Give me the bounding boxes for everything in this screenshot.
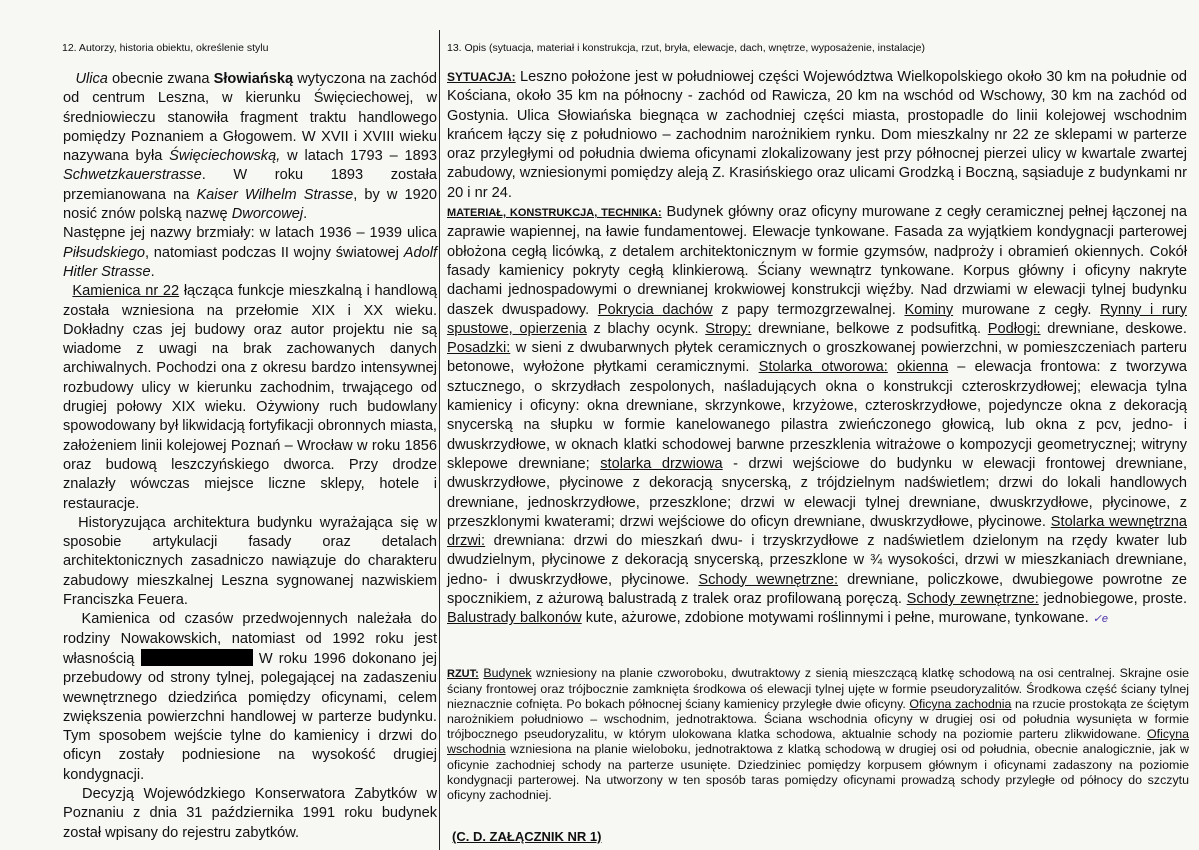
section-label-sytuacja: SYTUACJA: [447, 70, 516, 84]
text-run: wytyczona na zachód od centrum Leszna, w kierunku Święciechowej, w średniowieczu stanowiła fragment traktu handlowego pomiędzy Poznaniem a Głogowem. W XVII i XVIII wieku nazywana była [63, 71, 437, 165]
history-paragraph-6 [63, 785, 437, 843]
text-run: Decyzją Wojewódzkiego Konserwatora Zabytków w Poznaniu z dnia 31 października 1991 roku budynek został wpisany do rejestru zabytków. [63, 785, 437, 841]
text-run: . [150, 263, 155, 280]
text-run: z blachy ocynk. [586, 320, 706, 337]
text-run: Kamienica od czasów przedwojennych należała do rodziny Nowakowskich, natomiast od 1992 roku jest własnością [63, 611, 437, 667]
text-run: łącząca funkcje mieszkalną i handlową została wzniesiona na przełomie XIX i XX wieku. Dokładny czas jej budowy oraz autor projektu nie są wiadome z uwagi na brak zachowanych danych archiwalnych. Pochodzi ona z okresu bardzo intensywnej rozbudowy ulicy w kierunku zachodnim, trwającego od drugiej połowy XIX wieku. Ożywiony ruch budowlany spowodowany był likwidacją fortyfikacji obronnych miasta, założeniem linii kolejowej Poznań – Wrocław w roku 1856 oraz budową leszczyńskiego dworca. Przy drodze znalazły wówczas miejsce liczne sklepy, hotele i restauracje. [63, 283, 438, 512]
text-run: drewniane, deskowe. [1040, 320, 1187, 337]
history-paragraph-4 [63, 514, 437, 610]
text-run: drewniana: drzwi do mieszkań dwu- i trzyskrzydłowe z nadświetlem dzielonym na rzędy kwater lub dwudzielnym, płycinowe z dekoracją snycerską, przeszklone w ¾ wysokości, drzwi w mieszkaniach drewniane, jedno- i dwuskrzydłowe, płycinowe. [447, 533, 1187, 588]
label-stolarka-otworowa: Stolarka otworowa: [758, 359, 888, 376]
text-run: W roku 1996 dokonano jej przebudowy od strony tylnej, polegającej na zadaszeniu wewnętrznego dziedzińca pomiędzy oficynami, celem zwiększenia powierzchni handlowej w parterze budynku. Tym sposobem wejście tylne do kamienicy i drzwi do oficyn zostały podniesione na wysokość drugiej kondygnacji. [63, 650, 437, 783]
text-run: murowane z cegły. [953, 301, 1101, 318]
label-schody-zewnetrzne: Schody zewnętrzne: [906, 591, 1039, 608]
header-right: 13. Opis (sytuacja, materiał i konstrukcja, rzut, bryła, elewacje, dach, wnętrze, wyposażenie, instalacje) [447, 42, 925, 54]
text-hitler-strasse: Adolf Hitler Strasse [63, 244, 437, 280]
history-paragraph-1 [63, 70, 437, 224]
text-run: . W roku 1893 została przemianowana na [63, 167, 437, 203]
right-column [447, 68, 1187, 630]
text-run: drewniane, belkowe z podsufitką. [751, 320, 988, 337]
history-paragraph-5 [63, 610, 437, 785]
text-run: jednobiegowe, proste. [1038, 591, 1187, 608]
label-budynek: Budynek [483, 666, 532, 680]
label-pokrycia: Pokrycia dachów [597, 301, 713, 318]
label-stolarka-drzwiowa: stolarka drzwiowa [600, 455, 723, 472]
text-run: drewniane, policzkowe, dwubiegowe powrotne ze spocznikiem, z ażurową balustradą z tralek oraz profilowaną poręczą. [447, 571, 1187, 608]
label-stropy: Stropy: [705, 320, 752, 337]
redaction-block [141, 649, 253, 666]
text-run: Budynek główny oraz oficyny murowane z cegły ceramicznej pełnej łączonej na zaprawie wapiennej, na ławie fundamentowej. Elewacje tynkowane. Fasada za wyjątkiem kondygnacji parterowej obłożona cegłą licówką, z detalem architektonicznym w formie gzymsów, nadproży i obramień okiennych. Cokół fasady kamienicy pokryty cegłą klinkierową. Ściany wewnątrz tynkowane. Korpus główny i oficyny nakryte dachami jednospadowymi o drewnianej krokwiowej konstrukcji więźby. Nad drzwiami w elewacji tylnej budynku daszek dwuspadowy. [447, 204, 1187, 318]
text-schwetzkauer: Schwetzkauerstrasse [63, 167, 202, 184]
description-material [447, 203, 1187, 630]
text-kamienica-nr22: Kamienica nr 22 [72, 283, 180, 300]
label-posadzki: Posadzki: [447, 340, 511, 357]
text-run: Następne jej nazwy brzmiały: w latach 1936 – 1939 ulica [63, 225, 437, 242]
label-okienna: okienna [897, 359, 949, 376]
text-run: na rzucie prostokąta ze ściętym narożnikiem południowo – wschodnim, jednotraktowa. Ściana wschodnia oficyny w drugiej osi od południa wysunięta w formie trójbocznego pseudoryzalitu, w którym ulokowana klatka schodowa, aktualnie schody na poziomie parteru zlikwidowane. [447, 697, 1189, 742]
text-run: . [303, 206, 308, 223]
text-kaiser: Kaiser Wilhelm Strasse [196, 186, 354, 203]
label-rynny: Rynny i rury spustowe, opierzenia [447, 301, 1187, 337]
description-plan [447, 666, 1189, 803]
text-run: , by w 1920 nosić znów polską nazwę [63, 186, 438, 223]
history-paragraph-3 [63, 282, 437, 514]
section-label-material: MATERIAŁ, KONSTRUKCJA, TECHNIKA: [447, 207, 662, 220]
header-left: 12. Autorzy, historia obiektu, określenie stylu [62, 42, 269, 54]
text-run: - drzwi wejściowe do budynku w elewacji frontowej drewniane, dwuskrzydłowe, płycinowe z dekoracją snycerską, z trójdzielnym nadświetlem; drzwi do lokali handlowych drewniane, jednoskrzydłowe, przeszklone; drzwi w elewacji tylnej drewniane, dwuskrzydłowe, płycinowe, z przeszklonymi kwaterami; drzwi wejściowe do oficyn drewniane, dwuskrzydłowe, płycinowe. [447, 455, 1187, 530]
text-slowianska: Słowiańską [213, 71, 294, 87]
text-ulica: Ulica [75, 71, 108, 87]
column-divider [439, 30, 440, 850]
label-schody-wewnetrzne: Schody wewnętrzne: [698, 571, 839, 588]
label-oficyna-wschodnia: Oficyna wschodnia [447, 727, 1189, 757]
label-balustrady: Balustrady balkonów [447, 610, 582, 627]
text-run: w latach 1793 – 1893 [280, 148, 437, 165]
text-run: , natomiast podczas II wojny światowej [144, 244, 404, 261]
section-label-rzut: RZUT: [447, 668, 479, 680]
text-run: z papy termozgrzewalnej. [712, 301, 905, 318]
text-dworcowej: Dworcowej [231, 206, 304, 223]
text-swieciechowska: Święciechowską, [169, 148, 281, 165]
text-run: obecnie zwana [107, 71, 214, 87]
plan-paragraph [447, 666, 1189, 803]
text-pilsudskiego: Piłsudskiego [63, 244, 145, 261]
text-run: wzniesiona na planie wieloboku, jednotraktowa z klatką schodową w drugiej osi od południa, obecnie analogicznie, jak w oficynie zachodniej schody na parterze usunięte. Dziedziniec pomiędzy korpusem głównym i oficynami zadaszony na poziomie kondygnacji parterowej. Na utworzony w ten sposób taras pomiędzy oficynami prowadzą schody przyległe od północy do szczytu oficyny zachodniej. [447, 742, 1189, 802]
label-podlogi: Podłogi: [987, 320, 1041, 337]
label-stolarka-wewnetrzna: Stolarka wewnętrzna drzwi: [447, 513, 1188, 550]
text-run: w sieni z dwubarwnych płytek ceramicznych o groszkowanej powierzchni, w pomieszczeniach parteru betonowe, wyłożone płytkami ceramicznymi. [447, 340, 1187, 376]
text-run: Historyzująca architektura budynku wyrażająca się w sposobie artykulacji fasady oraz detalach architektonicznych zasadniczo nawiązuje do charakteru zabudowy mieszkalnej Leszna sygnowanej nazwiskiem Franciszka Feuera. [63, 514, 438, 609]
continuation-note: (C. D. ZAŁĄCZNIK NR 1) [452, 829, 602, 844]
text-run: wzniesiony na planie czworoboku, dwutraktowy z sienią mieszczącą klatkę schodową na osi centralnej. Skrajne osie ściany frontowej oraz trójbocznie zamknięta środkowa oś elewacji tylnej ujęte w formie pseudoryzalitów. Środkowa część ściany tylnej nieznacznie cofnięta. Po bokach północnej ściany kamienicy przyległe dwie oficyny. [447, 666, 1189, 712]
label-kominy: Kominy [904, 301, 954, 318]
history-paragraph-2 [63, 224, 437, 282]
text-run: kute, ażurowe, zdobione motywami roślinnymi i pełne, murowane, tynkowane. [581, 610, 1089, 627]
text-run: – elewacja frontowa: z tworzywa sztucznego, o skrzydłach zespolonych, naśladujących okna o konstrukcji czteroskrzydłowej; elewacja tylna kamienicy i oficyny: okna drewniane, skrzynkowe, krzyżowe, czteroskrzydłowe, pojedyncze okna z dekoracją snycerską na słupku w formie kanelowanego pilastra zwieńczonego głowicą, lub okna z pcv, jedno- i dwuskrzydłowe, w oknach klatki schodowej barwne przeszklenia witrażowe o kompozycji geometrycznej; witryny sklepowe drewniane; [447, 359, 1187, 472]
text-run: Leszno położone jest w południowej części Województwa Wielkopolskiego około 30 km na południe od Kościana, około 35 km na północny - zachód od Rawicza, 20 km na wschód od Wschowy, 30 km na zachód od Gostynia. Ulica Słowiańska biegnąca w zachodniej części miasta, prostopadle do linii kolejowej wschodnim krańcem łączy się z południowo – zachodnim narożnikiem rynku. Dom mieszkalny nr 22 ze sklepami w parterze oraz przyległymi od południa dwiema oficynami zlokalizowany jest przy północnej pierzei ulicy w kwartale zwartej zabudowy, wzniesionymi pomiędzy aleją Z. Krasińskiego oraz ulicami Grodzką i Boczną, sąsiaduje z budynkami nr 20 i nr 24. [447, 69, 1187, 201]
label-oficyna-zachodnia: Oficyna zachodnia [909, 697, 1012, 712]
description-situation [447, 68, 1187, 203]
handwritten-mark: ✓e [1092, 613, 1109, 626]
left-column [63, 70, 437, 843]
